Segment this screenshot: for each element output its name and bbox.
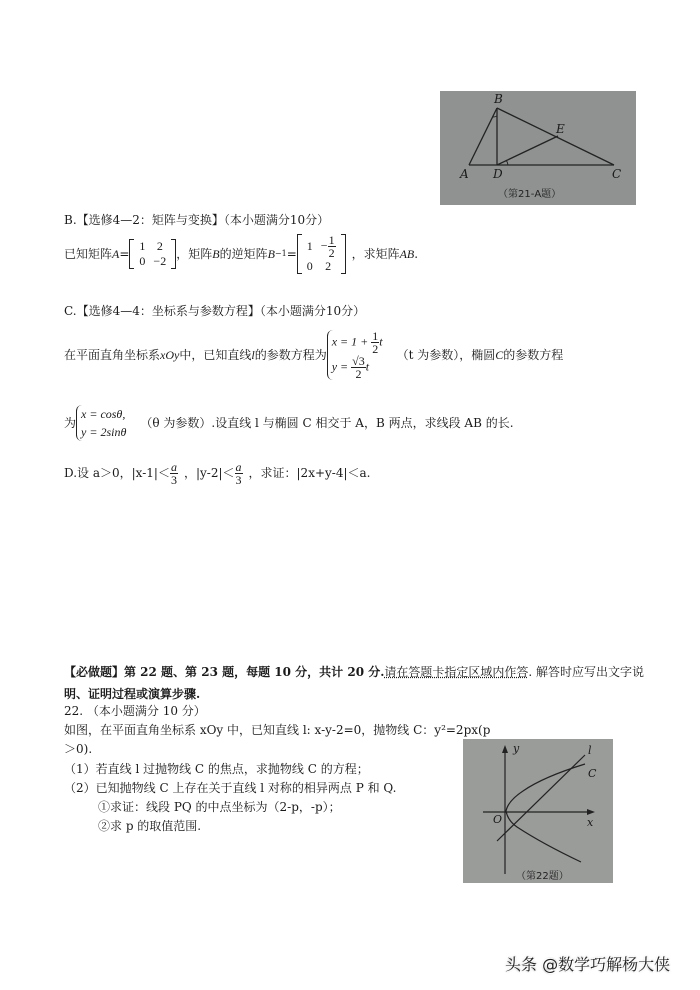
matrix-cell: −2 <box>153 254 167 268</box>
eq-y: y = 2sinθ <box>81 425 127 439</box>
problem-22-intro-2: ＞0). <box>64 742 93 756</box>
problem-22-part-2: （2）已知抛物线 C 上存在关于直线 l 对称的相异两点 P 和 Q. <box>64 781 397 795</box>
section-c-problem-line2 <box>64 403 514 443</box>
required-instructions-line1 <box>64 664 644 680</box>
label-C: C <box>612 167 622 181</box>
numerator: 1 <box>372 329 379 343</box>
matrix-A <box>129 239 176 269</box>
var-l: l <box>251 348 255 362</box>
figure-22 <box>463 739 613 883</box>
curve-label-C: C <box>588 767 597 780</box>
fraction <box>235 461 243 486</box>
heading-label: B.【选修4—2：矩阵与变换】 <box>64 213 224 227</box>
eq-x <box>332 330 383 355</box>
var-t: t <box>379 334 383 349</box>
text: 的逆矩阵 <box>219 247 268 261</box>
section-c-problem-line1 <box>64 325 563 385</box>
eq-y <box>332 355 383 380</box>
matrix-cell: 0 <box>306 259 313 273</box>
text: ，求证：|2x+y-4|＜a. <box>248 466 371 480</box>
section-b-heading <box>64 212 329 228</box>
matrix-cell <box>317 234 340 259</box>
problem-22-sub-1: ①求证：线段 PQ 的中点坐标为（2-p，-p）； <box>98 800 341 814</box>
matrix-cell: 2 <box>156 239 163 253</box>
required-heading: 【必做题】第 22 题、第 23 题，每题 10 分，共计 20 分. <box>64 665 385 679</box>
var-t: t <box>365 359 370 374</box>
equals: = <box>286 247 297 261</box>
axis-label-y: y <box>513 742 520 755</box>
text: 的参数方程为 <box>254 348 327 362</box>
text: 中，已知直线 <box>179 348 252 362</box>
numerator: √3 <box>352 354 365 368</box>
numerator: 1 <box>328 233 335 247</box>
matrix-cell: 2 <box>325 259 332 273</box>
matrix-cell: 1 <box>306 239 313 253</box>
problem-22-heading: 22. （本小题满分 10 分） <box>64 704 206 718</box>
matrix-B-inverse <box>297 234 346 274</box>
figure-21a <box>440 91 636 205</box>
var-B-inverse: B <box>267 247 275 261</box>
label-A: A <box>460 167 469 181</box>
problem-22-sub-2: ②求 p 的取值范围. <box>98 819 202 833</box>
text: . 解答时应写出文字说 <box>528 665 645 679</box>
required-instructions-line2: 明、证明过程或演算步骤. <box>64 687 201 701</box>
text: （θ 为参数）.设直线 l 与椭圆 C 相交于 A，B 两点，求线段 AB 的长. <box>140 416 514 430</box>
text: （t 为参数），椭圆 <box>396 348 496 362</box>
line-label-l: l <box>588 744 592 757</box>
axis-label-x: x <box>587 816 594 829</box>
var-C: C <box>495 348 504 362</box>
fraction <box>351 355 366 380</box>
text: 为 <box>64 416 77 430</box>
section-d-problem <box>64 455 371 491</box>
denominator: 2 <box>328 246 335 260</box>
text: 在平面直角坐标系 <box>64 348 161 362</box>
section-b-problem <box>64 232 418 276</box>
watermark: 头条 @数学巧解杨大侠 <box>505 955 671 974</box>
numerator: a <box>170 459 177 474</box>
problem-22-part-1: （1）若直线 l 过抛物线 C 的焦点，求抛物线 C 的方程； <box>64 762 369 776</box>
heading-label: C.【选修4—4：坐标系与参数方程】 <box>64 304 260 318</box>
label-D: D <box>493 167 503 181</box>
heading-score: （本小题满分10分） <box>259 304 366 318</box>
ellipse-parametric-system <box>76 405 126 441</box>
denominator: 2 <box>372 342 379 356</box>
text: ，矩阵 <box>176 247 213 261</box>
figure-caption: （第21-A题） <box>498 189 562 200</box>
var-xOy: xOy <box>160 348 180 362</box>
denominator: 2 <box>355 367 362 381</box>
line-parametric-system <box>327 330 383 380</box>
equals: = <box>119 247 130 261</box>
period: . <box>414 247 419 261</box>
figure-caption: （第22题） <box>516 871 569 882</box>
numerator: a <box>235 459 242 474</box>
fraction <box>328 234 336 259</box>
parabola-diagram <box>463 739 613 883</box>
fraction <box>170 461 178 486</box>
section-c-heading <box>64 303 365 319</box>
matrix-cell: 1 <box>139 239 146 253</box>
text: 已知矩阵 <box>64 247 113 261</box>
eq-y-lhs: y = <box>331 359 352 374</box>
superscript: −1 <box>274 249 287 258</box>
heading-score: （本小题满分10分） <box>223 213 330 227</box>
var-B: B <box>212 247 220 261</box>
var-AB: AB <box>399 247 415 261</box>
label-B: B <box>494 92 503 106</box>
denominator: 3 <box>235 472 242 487</box>
eq-x-lhs: x = 1 + <box>331 334 372 349</box>
text: ，求矩阵 <box>351 247 400 261</box>
problem-22-intro-1: 如图，在平面直角坐标系 xOy 中，已知直线 l: x-y-2=0，抛物线 C：y²=2px(p <box>64 723 491 737</box>
label-E: E <box>556 122 565 136</box>
matrix-cell: 0 <box>139 254 146 268</box>
var-A: A <box>112 247 120 261</box>
denominator: 3 <box>170 472 177 487</box>
emphasized-text: 请在答题卡指定区域内作答 <box>384 665 529 679</box>
minus-sign: − <box>320 238 328 253</box>
text: ，|y-2|＜ <box>183 466 235 480</box>
eq-x: x = cosθ, <box>81 407 126 421</box>
text: 的参数方程 <box>503 348 564 362</box>
origin-label: O <box>493 813 503 826</box>
text: D.设 a＞0，|x-1|＜ <box>64 466 170 480</box>
